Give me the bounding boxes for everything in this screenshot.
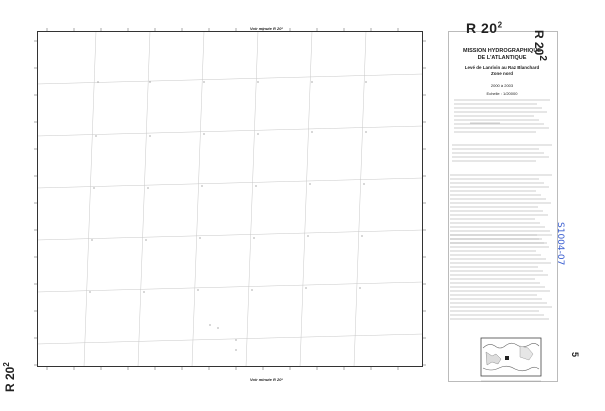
survey-title-line1: Levé de Lanrivin au Raz Blanchard — [464, 65, 540, 70]
cartouche-title-line2: DE L'ATLANTIQUE — [477, 55, 527, 61]
sheet-code-top: R $20^2$ — [466, 20, 503, 36]
cartouche-title-line1: MISSION HYDROGRAPHIQUE — [463, 48, 541, 54]
sheet-code-bottom-left: R $20^2$ — [2, 362, 17, 392]
survey-years: 2000 à 2003 — [490, 83, 514, 88]
survey-title-line2: Zone nord — [491, 71, 513, 76]
handwritten-archive-stamp: S1004-07 — [555, 222, 565, 266]
top-adjacent-sheet-label: Voir minute R 20¹ — [250, 26, 283, 31]
page-number: 5 — [570, 352, 580, 358]
bottom-adjacent-sheet-label: Voir minute R 20³ — [250, 377, 283, 382]
survey-scale: Echelle : 1/20000 — [486, 91, 518, 96]
sheet-code-right: R $20^2$ — [532, 30, 548, 61]
